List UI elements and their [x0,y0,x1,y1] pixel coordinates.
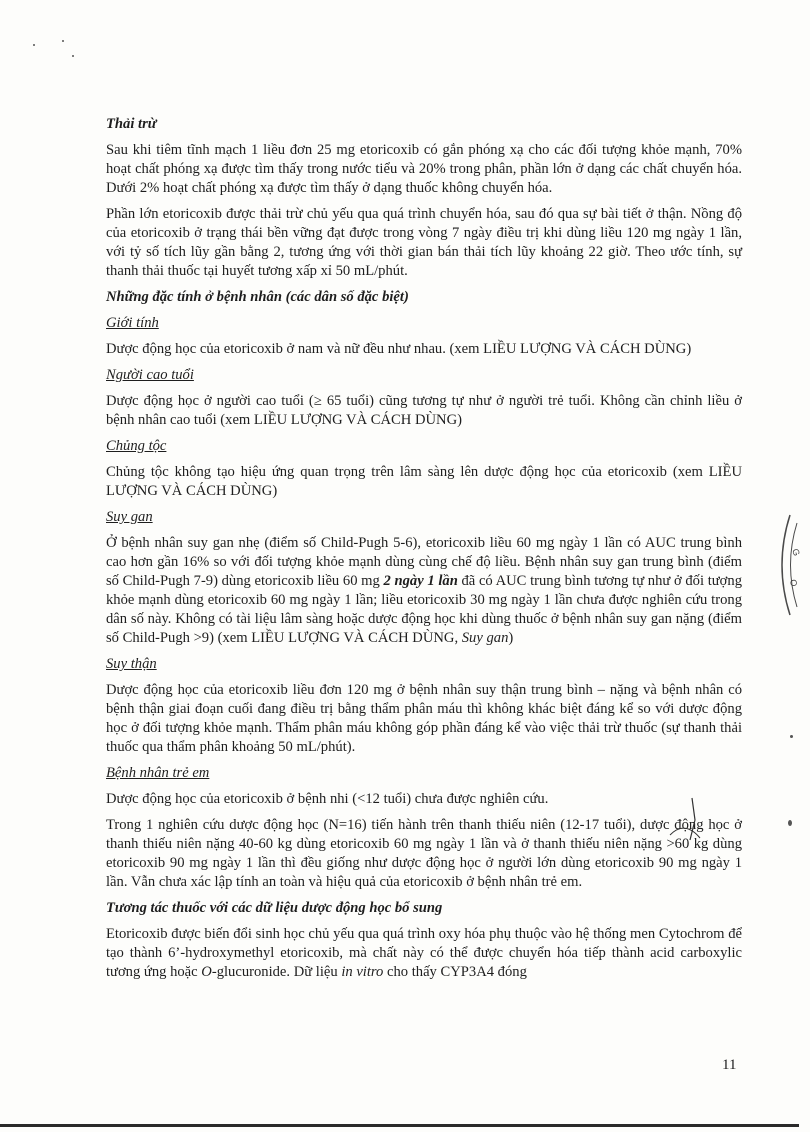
stamp-fragment [770,505,810,625]
text-run: -glucuronide. Dữ liệu [211,964,342,980]
italic-text: Suy gan [461,630,509,646]
paragraph: Dược động học của etoricoxib ở bệnh nhi (<12 tuổi) chưa được nghiên cứu. [106,791,549,807]
section-heading-drug-interactions: Tương tác thuốc với các dữ liệu dược động học bổ sung [106,900,443,916]
scan-speck [62,40,64,42]
text-run: Etoricoxib được biến đổi sinh học chủ yếu qua quá trình oxy hóa phụ thuộc vào hệ thống men Cytochrom để tạo thành 6’-hydroxymethyl etoricoxib, mà chất này có thể được chuyển hóa tiếp thành acid carboxylic tương ứng hoặc [106,926,742,980]
subheading-pediatric: Bệnh nhân trẻ em [106,765,210,781]
paragraph: Sau khi tiêm tĩnh mạch 1 liều đơn 25 mg etoricoxib có gắn phóng xạ cho các đối tượng khỏe mạnh, 70% hoạt chất phóng xạ được tìm thấy trong nước tiểu và 20% trong phân, phần lớn ở dạng các chất chuyển hóa. Dưới 2% hoạt chất phóng xạ được tìm thấy ở dạng thuốc không chuyển hóa. [106,142,742,196]
paragraph-hepatic [106,534,742,648]
subheading-race: Chủng tộc [106,438,167,454]
text-run: ) [508,630,514,646]
scan-bottom-edge [0,1124,799,1127]
emphasis-text: 2 ngày 1 lần [383,573,458,589]
subheading-renal-insufficiency: Suy thận [106,656,157,672]
svg-text:O: O [788,578,800,588]
subheading-elderly: Người cao tuổi [106,367,194,383]
subheading-gender: Giới tính [106,315,159,331]
handwritten-mark [660,790,720,850]
section-heading-elimination: Thải trừ [106,116,157,132]
paragraph-biotransformation [106,925,742,982]
svg-text:G: G [790,547,802,558]
paragraph: Chủng tộc không tạo hiệu ứng quan trọng trên lâm sàng lên dược động học của etoricoxib (xem LIỀU LƯỢNG VÀ CÁCH DÙNG) [106,464,742,499]
subheading-hepatic-insufficiency: Suy gan [106,509,153,525]
paragraph: Trong 1 nghiên cứu dược động học (N=16) tiến hành trên thanh thiếu niên (12-17 tuổi), dược động học ở thanh thiếu niên nặng 40-60 kg dùng etoricoxib 60 mg ngày 1 lần và ở thanh thiếu niên nặng >60 kg dùng etoricoxib 90 mg ngày 1 lần thì đều giống như dược động học ở người lớn dùng etoricoxib 90 mg ngày 1 lần. Vẫn chưa xác lập tính an toàn và hiệu quả của etoricoxib ở bệnh nhân trẻ em. [106,817,742,890]
text-run: cho thấy CYP3A4 đóng [383,964,527,980]
section-heading-special-populations: Những đặc tính ở bệnh nhân (các dân số đặc biệt) [106,289,409,305]
text-run: đã có AUC trung bình tương tự như ở đối tượng khỏe mạnh dùng etoricoxib 60 mg ngày 1 lần; liều etoricoxib 30 mg ngày 1 lần chưa được nghiên cứu trong dân số này. Không có tài liệu lâm sàng hoặc dược động học khi dùng thuốc ở bệnh nhân suy gan nặng (điểm số Child-Pugh >9) (xem LIỀU LƯỢNG VÀ CÁCH DÙNG, [106,573,742,646]
paragraph: Dược động học ở người cao tuổi (≥ 65 tuổi) cũng tương tự như ở người trẻ tuổi. Không cần chỉnh liều ở bệnh nhân cao tuổi (xem LIỀU LƯỢNG VÀ CÁCH DÙNG) [106,393,742,428]
scan-speck [72,55,74,57]
italic-text: in vitro [341,964,384,980]
paragraph: Dược động học của etoricoxib liều đơn 120 mg ở bệnh nhân suy thận trung bình – nặng và bệnh nhân có bệnh thận giai đoạn cuối đang điều trị bằng thẩm phân máu thì không khác biệt đáng kể so với dược động học ở đối tượng khỏe mạnh. Thẩm phân máu không góp phần đáng kể vào việc thải trừ thuốc (sự thanh thải thuốc qua thẩm phân khoảng 50 mL/phút). [106,682,742,755]
scan-speck [788,820,792,826]
paragraph: Dược động học của etoricoxib ở nam và nữ đều như nhau. (xem LIỀU LƯỢNG VÀ CÁCH DÙNG) [106,341,692,357]
paragraph: Phần lớn etoricoxib được thải trừ chủ yếu qua quá trình chuyển hóa, sau đó qua sự bài tiết ở thận. Nồng độ của etoricoxib ở trạng thái bền vững đạt được trong vòng 7 ngày điều trị khi dùng liều 120 mg ngày 1 lần, với tỷ số tích lũy gần bằng 2, tương ứng với thời gian bán thải tích lũy khoảng 22 giờ. Theo ước tính, sự thanh thải thuốc tại huyết tương xấp xỉ 50 mL/phút. [106,206,742,279]
italic-text: O [201,964,212,980]
scan-speck [790,735,793,738]
scan-speck [33,44,35,46]
page-number: 11 [722,1057,737,1073]
text-run: Ở bệnh nhân suy gan nhẹ (điểm số Child-Pugh 5-6), etoricoxib liều 60 mg ngày 1 lần có AUC trung bình cao hơn gần 16% so với đối tượng khỏe mạnh dùng cùng chế độ liều. Bệnh nhân suy gan trung bình (điểm số Child-Pugh 7-9) dùng etoricoxib liều 60 mg [106,535,742,589]
document-body [106,115,742,989]
